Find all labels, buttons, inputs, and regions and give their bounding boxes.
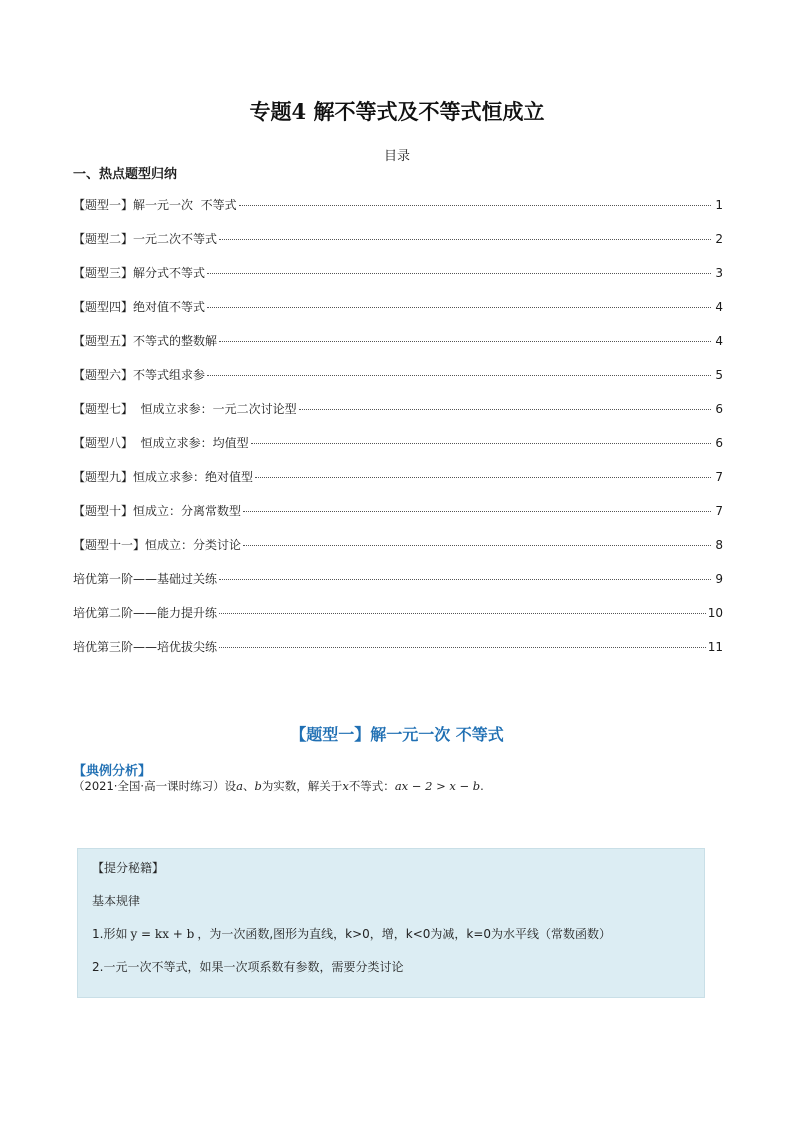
table-of-contents [73,196,723,672]
toc-entry-label: 【题型十】恒成立：分离常数型 [73,504,242,518]
type-one-heading: 【题型一】解一元一次 不等式 [290,725,504,744]
toc-entry-page: 4 [715,334,723,348]
toc-leader-dots [219,613,706,614]
toc-entry-label: 培优第二阶——能力提升练 [73,606,218,620]
toc-entry-label: 【题型六】不等式组求参 [73,368,206,382]
var-a: a [236,779,243,793]
toc-entry[interactable] [73,298,723,332]
toc-entry[interactable] [73,230,723,264]
toc-entry-label: 【题型三】解分式不等式 [73,266,206,280]
toc-entry-page: 5 [715,368,723,382]
toc-entry[interactable] [73,604,723,638]
toc-leader-dots [239,205,711,206]
toc-entry[interactable] [73,264,723,298]
toc-entry-page: 7 [715,470,723,484]
toc-leader-dots [219,647,706,648]
toc-entry-label: 【题型四】绝对值不等式 [73,300,206,314]
toc-leader-dots [207,273,711,274]
section-heading: 一、热点题型归纳 [73,167,178,182]
var-x: x [342,779,349,793]
toc-entry-page: 6 [715,402,723,416]
tip-line-1-prefix: 1.形如 [92,927,128,941]
toc-entry-label: 【题型五】不等式的整数解 [73,334,218,348]
toc-entry-label: 培优第三阶——培优拔尖练 [73,640,218,654]
example-prefix: （2021·全国·高一课时练习）设 [73,779,237,793]
toc-entry-page: 11 [707,640,723,654]
tip-title: 【提分秘籍】 [92,861,165,875]
toc-heading: 目录 [383,149,410,164]
tip-formula: y = kx + b [130,927,195,941]
toc-entry-page: 8 [715,538,723,552]
toc-entry[interactable] [73,638,723,672]
toc-entry-page: 6 [715,436,723,450]
toc-leader-dots [243,511,711,512]
toc-entry[interactable] [73,570,723,604]
toc-entry-label: 【题型九】恒成立求参：绝对值型 [73,470,254,484]
toc-entry-page: 4 [715,300,723,314]
inequality: ax − 2 > x − b [394,779,481,793]
toc-entry-label: 培优第一阶——基础过关练 [73,572,218,586]
tip-line-2: 2.一元一次不等式，如果一次项系数有参数，需要分类讨论 [92,960,404,974]
toc-entry[interactable] [73,434,723,468]
toc-leader-dots [299,409,711,410]
toc-leader-dots [207,375,711,376]
toc-entry-page: 1 [715,198,723,212]
example-end: . [480,779,484,793]
toc-leader-dots [219,579,711,580]
example-problem [73,778,484,794]
toc-leader-dots [255,477,711,478]
toc-leader-dots [207,307,711,308]
toc-entry-label: 【题型十一】恒成立：分类讨论 [73,538,242,552]
toc-entry-page: 9 [715,572,723,586]
var-b: b [254,779,262,793]
separator: 、 [242,779,255,793]
toc-entry[interactable] [73,400,723,434]
document-title: 专题4 解不等式及不等式恒成立 [249,99,545,124]
toc-entry[interactable] [73,332,723,366]
toc-leader-dots [251,443,711,444]
toc-entry[interactable] [73,502,723,536]
example-mid: 为实数，解关于 [261,779,343,793]
toc-entry-page: 2 [715,232,723,246]
toc-leader-dots [243,545,711,546]
toc-entry[interactable] [73,196,723,230]
tip-line-1 [92,925,690,942]
toc-entry-page: 3 [715,266,723,280]
toc-entry[interactable] [73,468,723,502]
toc-entry-label: 【题型七】 恒成立求参：一元二次讨论型 [73,402,297,416]
toc-entry-page: 7 [715,504,723,518]
example-mid2: 不等式： [348,779,395,793]
toc-entry-label: 【题型二】一元二次不等式 [73,232,218,246]
example-analysis-label: 【典例分析】 [73,764,152,779]
toc-entry-label: 【题型八】 恒成立求参：均值型 [73,436,249,450]
tip-box [77,848,705,998]
tip-rule: 基本规律 [92,894,141,908]
toc-entry-label: 【题型一】解一元一次 不等式 [73,198,237,212]
toc-leader-dots [219,341,711,342]
toc-entry[interactable] [73,366,723,400]
toc-leader-dots [219,239,711,240]
toc-entry-page: 10 [707,606,723,620]
toc-entry[interactable] [73,536,723,570]
tip-line-1-suffix: ，为一次函数,图形为直线，k>0，增，k<0为减，k=0为水平线（常数函数） [197,927,612,941]
